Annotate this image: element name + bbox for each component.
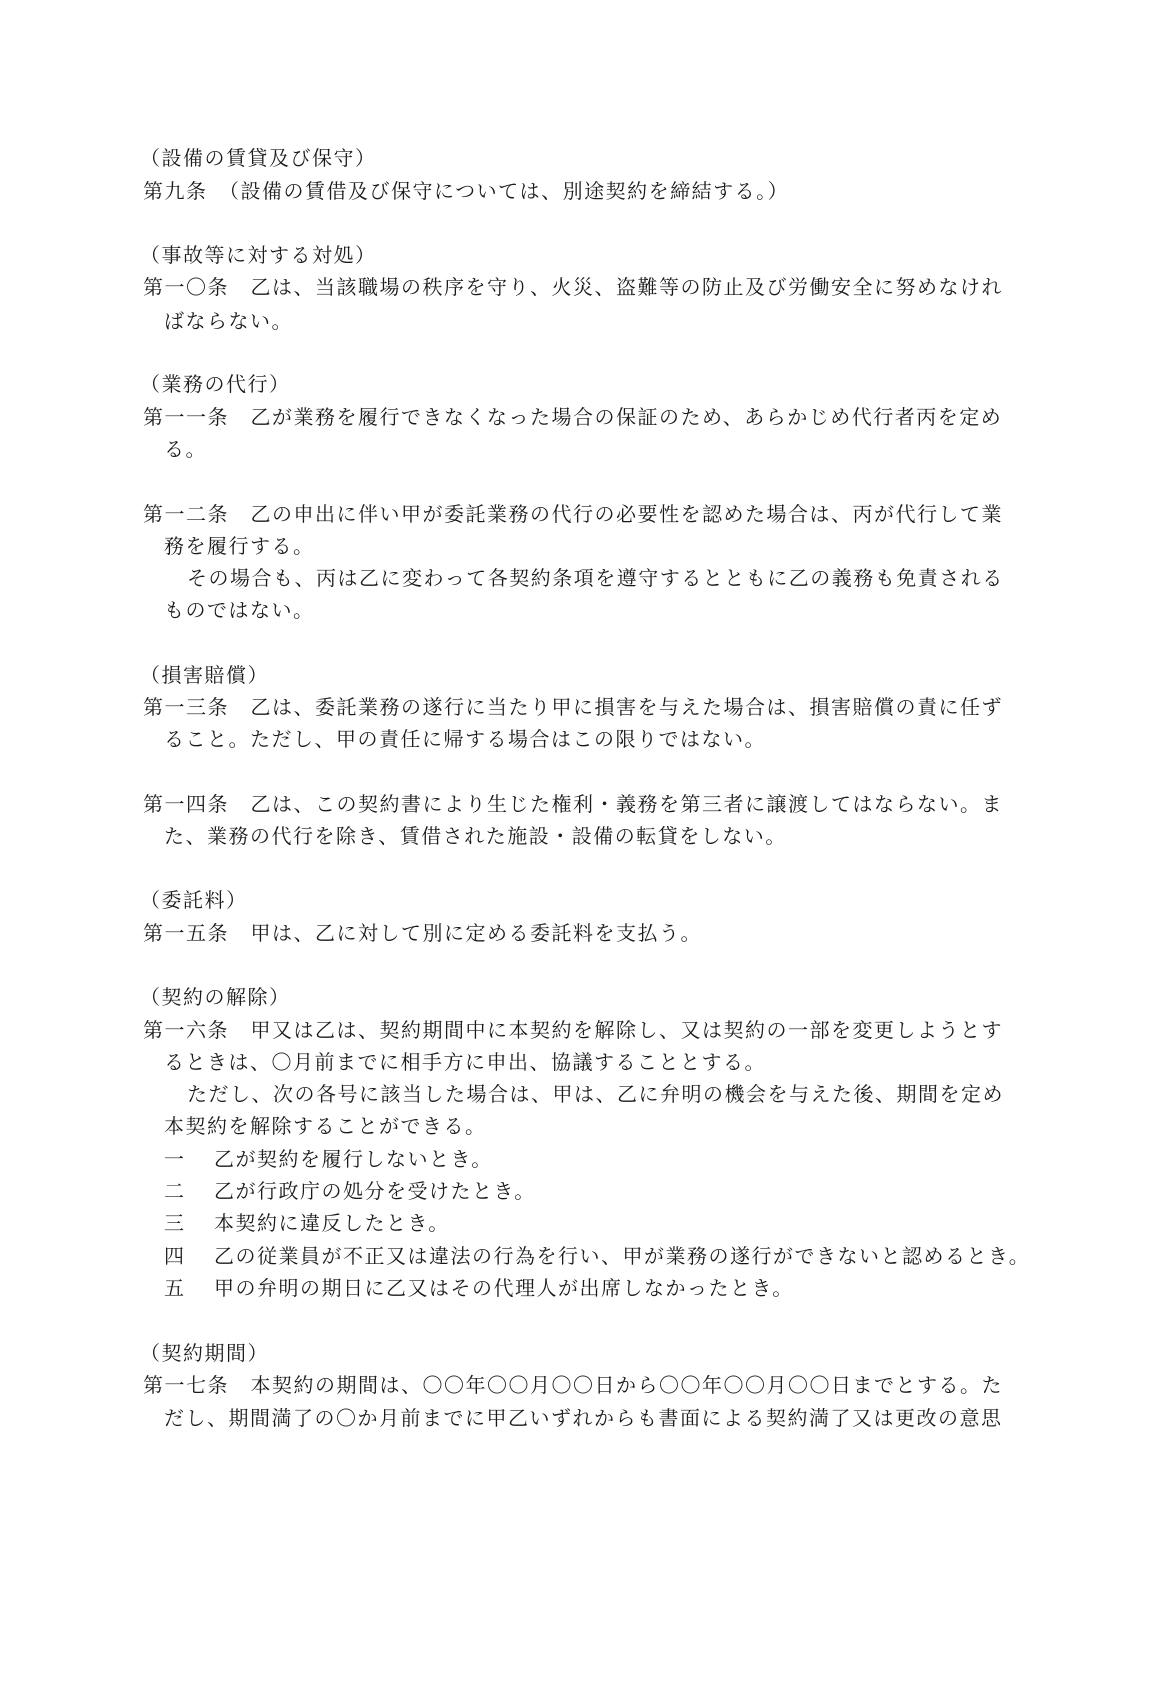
article-17-line-1: 第一七条 本契約の期間は、〇〇年〇〇月〇〇日から〇〇年〇〇月〇〇日までとする。た [143, 1373, 1003, 1397]
article-10-line-2: ばならない。 [164, 309, 293, 333]
article-11-line-1: 第一一条 乙が業務を履行できなくなった場合の保証のため、あらかじめ代行者丙を定め [143, 405, 1003, 429]
article-16-line-1: 第一六条 甲又は乙は、契約期間中に本契約を解除し、又は契約の一部を変更しようとす [143, 1018, 1003, 1042]
article-12-line-2: 務を履行する。 [164, 534, 315, 558]
section-heading-equipment: （設備の賃貸及び保守） [140, 146, 377, 170]
list-item [164, 1244, 1030, 1268]
list-item [164, 1276, 794, 1300]
article-11-line-2: る。 [164, 437, 207, 461]
article-17-line-2: だし、期間満了の〇か月前までに甲乙いずれからも書面による契約満了又は更改の意思 [164, 1406, 1003, 1430]
list-item-number: 一 [164, 1147, 186, 1171]
article-15-line-1: 第一五条 甲は、乙に対して別に定める委託料を支払う。 [143, 921, 702, 945]
article-12-line-4: ものではない。 [164, 598, 315, 622]
article-16-line-2: るときは、〇月前までに相手方に申出、協議することとする。 [164, 1050, 766, 1074]
article-16-line-4: 本契約を解除することができる。 [164, 1114, 487, 1138]
list-item-text: 甲の弁明の期日に乙又はその代理人が出席しなかったとき。 [214, 1276, 794, 1300]
list-item [164, 1211, 450, 1235]
article-10-line-1: 第一〇条 乙は、当該職場の秩序を守り、火災、盗難等の防止及び労働安全に努めなけれ [143, 275, 1003, 299]
list-item-text: 乙が契約を履行しないとき。 [214, 1147, 493, 1171]
article-14-line-1: 第一四条 乙は、この契約書により生じた権利・義務を第三者に譲渡してはならない。ま [143, 792, 1003, 816]
list-item-number: 四 [164, 1244, 186, 1268]
article-14-line-2: た、業務の代行を除き、賃借された施設・設備の転貸をしない。 [164, 824, 787, 848]
list-item-text: 乙の従業員が不正又は違法の行為を行い、甲が業務の遂行ができないと認めるとき。 [214, 1244, 1031, 1268]
list-item-text: 乙が行政庁の処分を受けたとき。 [214, 1179, 536, 1203]
list-item-number: 三 [164, 1211, 186, 1235]
section-heading-term: （契約期間） [140, 1341, 269, 1365]
section-heading-fee: （委託料） [140, 888, 248, 912]
list-item [164, 1147, 493, 1171]
section-heading-damages: （損害賠償） [140, 663, 269, 687]
section-heading-accidents: （事故等に対する対処） [140, 243, 377, 267]
article-16-line-3: ただし、次の各号に該当した場合は、甲は、乙に弁明の機会を与えた後、期間を定め [187, 1082, 1004, 1106]
list-item-number: 二 [164, 1179, 186, 1203]
article-12-line-1: 第一二条 乙の申出に伴い甲が委託業務の代行の必要性を認めた場合は、丙が代行して業 [143, 502, 1003, 526]
article-13-line-2: ること。ただし、甲の責任に帰する場合はこの限りではない。 [164, 727, 766, 751]
list-item-text: 本契約に違反したとき。 [214, 1211, 450, 1235]
list-item-number: 五 [164, 1276, 186, 1300]
list-item [164, 1179, 536, 1203]
section-heading-termination: （契約の解除） [140, 985, 291, 1009]
article-9-line-1: 第九条 （設備の賃借及び保守については、別途契約を締結する。） [143, 179, 790, 203]
section-heading-substitute: （業務の代行） [140, 372, 291, 396]
article-12-line-3: その場合も、丙は乙に変わって各契約条項を遵守するとともに乙の義務も免責される [187, 566, 1004, 590]
article-13-line-1: 第一三条 乙は、委託業務の遂行に当たり甲に損害を与えた場合は、損害賠償の責に任ず [143, 695, 1003, 719]
